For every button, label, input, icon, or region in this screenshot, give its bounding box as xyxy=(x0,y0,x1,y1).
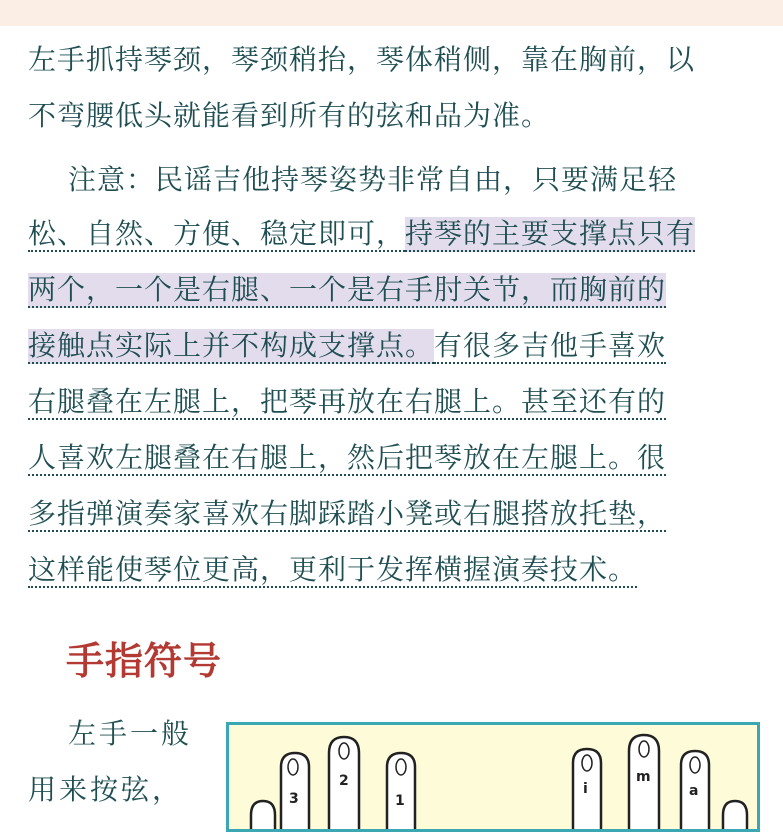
right-label-i: i xyxy=(583,781,588,797)
note-line-4-plain: 有很多吉他手喜欢 xyxy=(434,329,667,362)
note-line-7-text: 多指弹演奏家喜欢右脚踩踏小凳或右腿搭放托垫， xyxy=(28,497,667,530)
paragraph-line-2: 不弯腰低头就能看到所有的弦和品为准。 xyxy=(28,99,551,132)
section-heading: 手指符号 xyxy=(66,639,223,683)
right-label-m: m xyxy=(636,769,651,785)
note-line-3-highlight: 两个，一个是右腿、一个是右手肘关节，而胸前的 xyxy=(28,273,667,306)
hands-illustration xyxy=(229,725,760,832)
note-line-1: 注意：民谣吉他持琴姿势非常自由，只要满足轻 xyxy=(68,163,678,196)
left-hand xyxy=(251,737,415,832)
left-label-1: 1 xyxy=(395,793,405,809)
top-banner xyxy=(0,0,783,26)
left-label-3: 3 xyxy=(289,791,299,807)
section-text-line-2: 用来按弦， xyxy=(28,773,184,806)
note-line-2-highlight: 持琴的主要支撑点只有 xyxy=(405,217,696,250)
note-line-6 xyxy=(28,438,763,478)
right-hand xyxy=(573,735,747,832)
note-line-3 xyxy=(28,270,763,310)
note-line-5 xyxy=(28,382,763,422)
note-line-4-highlight: 接触点实际上并不构成支撑点。 xyxy=(28,329,435,362)
note-line-7 xyxy=(28,494,763,534)
note-line-8 xyxy=(28,550,763,590)
left-label-2: 2 xyxy=(339,773,349,789)
note-line-2-plain: 松、自然、方便、稳定即可， xyxy=(28,217,406,250)
finger-symbol-figure xyxy=(226,722,760,832)
note-line-6-text: 人喜欢左腿叠在右腿上，然后把琴放在左腿上。很 xyxy=(28,441,667,474)
note-line-4 xyxy=(28,326,763,366)
note-line-2 xyxy=(28,214,763,254)
note-line-5-text: 右腿叠在左腿上，把琴再放在右腿上。甚至还有的 xyxy=(28,385,667,418)
note-line-8-text: 这样能使琴位更高，更利于发挥横握演奏技术。 xyxy=(28,553,638,586)
paragraph-line-1: 左手抓持琴颈，琴颈稍抬，琴体稍侧，靠在胸前，以 xyxy=(28,43,696,76)
right-label-a: a xyxy=(689,783,699,799)
section-text-line-1: 左手一般 xyxy=(68,717,193,750)
